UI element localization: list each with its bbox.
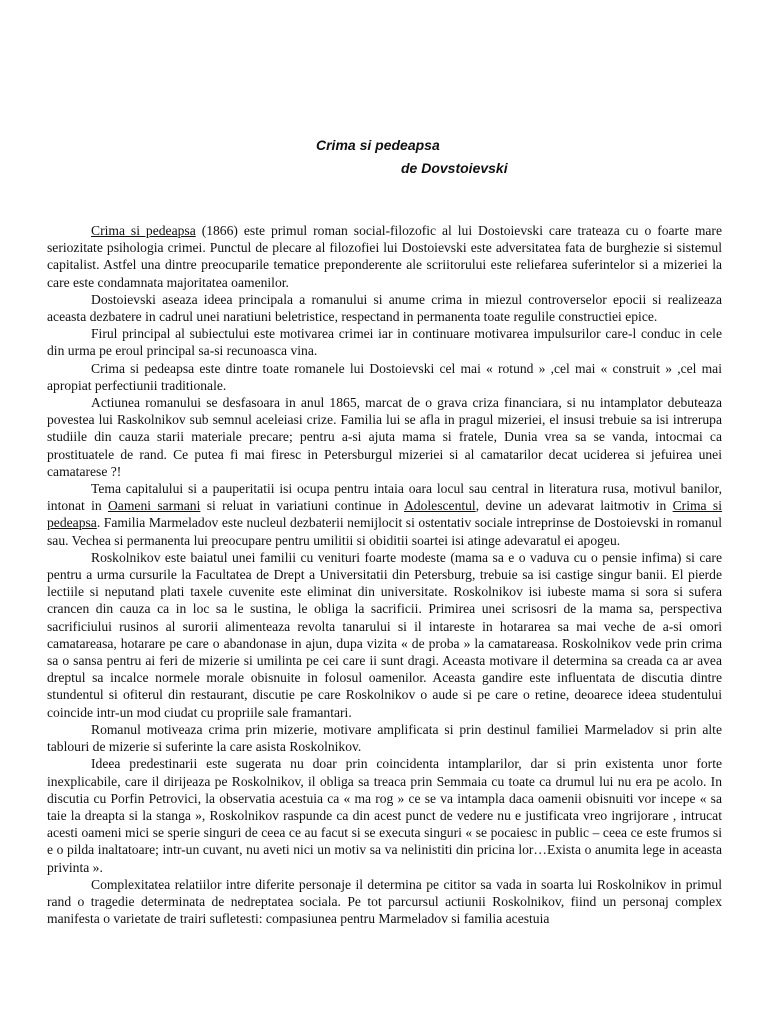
title-reference-link[interactable]: Crima si pedeapsa xyxy=(47,498,722,531)
paragraph: Ideea predestinarii este sugerata nu doar prin coincidenta intamplarilor, dar si prin existenta unor forte inexplicabile, care il dirijeaza pe Roskolnikov, il obliga sa treaca prin Semmaia cu toate ca drumul lui nu era pe acolo. In discutia cu Porfin Petrovici, la observatia acestuia ca « ma rog » ce se va intampla daca oamenii obisnuiti vor incepe « sa taie la dreapta si la stanga », Roskolnikov raspunde ca din acest punct de vedere nu e justificata vreo ingrijorare , intrucat acesti oameni mici se sperie singuri de ceea ce au facut si se executa singuri « se pocaiesc in public – ceea ce este frumos si e o pilda inaltatoare; intr-un cuvant, nu aveti nici un motiv sa va nelinistiti din pricina lor…Exista o anumita lege in aceasta privinta ». xyxy=(47,756,722,875)
paragraph: Roskolnikov este baiatul unei familii cu venituri foarte modeste (mama sa e o vaduva cu o pensie infima) si care pentru a urma cursurile la Facultatea de Drept a Universitatii din Petersburg, trebuie sa isi castige singur banii. El pierde lectiile si neputand plati taxele cuvenite este eliminat din universitate. Roskolnikov isi iubeste mama si sora si sufera crancen din cauza ca in loc sa le sustina, le obliga la sacrificii. Primirea unei scrisosri de la mama sa, perspectiva sacrificiului rusinos al surorii alimenteaza revolta tanarului si il intareste in hotararea sa mai veche de a-si omori camatareasa, hotarare pe care o abandonase in ajun, dupa vizita « de proba » la camatareasa. Roskolnikov vede prin crima sa o sansa pentru ai feri de mizerie si umilinta pe cei care ii sunt dragi. Aceasta motivare il determina sa creada ca ar avea dreptul sa incalce normele morale obisnuite in folosul oamenilor. Aceasta gandire este influentata de discutia dintre stundentul si ofiterul din restaurant, discutie pe care Roskolnikov o aude si pe care o retine, deoarece ideea studentului coincide intr-un mod ciudat cu propriile sale framantari. xyxy=(47,549,722,720)
title-reference-link[interactable]: Adolescentul xyxy=(403,498,476,514)
title-reference-link[interactable]: Crima si pedeapsa xyxy=(91,223,196,238)
paragraph: Dostoievski aseaza ideea principala a romanului si anume crima in miezul controverselor epocii si realizeaza aceasta dezbatere in cadrul unei naratiuni beletristice, respectand in permanenta toate regulile constructiei epice. xyxy=(47,291,722,325)
paragraph: Tema capitalului si a pauperitatii isi ocupa pentru intaia oara locul sau central in literatura rusa, motivul banilor, intonat in Oameni sarmani si reluat in variatiuni continue in Adolescentul, devine un adevarat laitmotiv in Crima si pedeapsa. Familia Marmeladov este nucleul dezbaterii nemijlocit si ostentativ sociale intreprinse de Dostoievski in romanul sau. Vechea si permanenta lui preocupare pentru umilitii si obiditii soartei isi atinge adevaratul ei apogeu. xyxy=(47,481,722,548)
paragraph: Romanul motiveaza crima prin mizerie, motivare amplificata si prin destinul familiei Marmeladov si prin alte tablouri de mizerie si suferinte la care asista Roskolnikov. xyxy=(47,721,722,755)
paragraph: Complexitatea relatiilor intre diferite personaje il determina pe cititor sa vada in soarta lui Roskolnikov in primul rand o tragedie determinata de nedreptatea sociala. Pe tot parcursul actiunii Roskolnikov, fiind un personaj complex manifesta o varietate de trairi sufletesti: compasiunea pentru Marmeladov si familia acestuia xyxy=(47,876,722,927)
paragraph: Firul principal al subiectului este motivarea crimei iar in continuare motivarea impulsurilor care-l conduc in cele din urma pe eroul principal sa-si recunoasca vina. xyxy=(47,326,722,359)
paragraph: Actiunea romanului se desfasoara in anul 1865, marcat de o grava criza financiara, si nu intamplator debuteaza povestea lui Raskolnikov sub semnul aceleiasi crize. Familia lui se afla in pragul mizeriei, el insusi trebuie sa isi intrerupa studiile din cauza starii materiale precare; pentru a-si ajuta mama si fratele, Dunia vrea sa se vanda, intocmai ca prostituatele de rand. Ce putea fi mai firesc in Petersburgul mizeriei si al camatarilor decat uciderea si jefuirea unei camatarese ?! xyxy=(47,395,722,479)
document-body xyxy=(47,222,722,927)
title-reference-link[interactable]: Oameni sarmani xyxy=(107,498,201,514)
paragraph: Crima si pedeapsa (1866) este primul roman social-filozofic al lui Dostoievski care trateaza cu o foarte mare seriozitate psihologia crimei. Punctul de plecare al filozofiei lui Dostoievski este adversitatea fata de burghezie si sistemul capitalist. Astfel una dintre preocuparile tematice preponderente ale scriitorului este reliefarea suferintelor si a mizeriei la care este condamnata majoritatea oamenilor. xyxy=(47,223,722,290)
document-subtitle: de Dovstoievski xyxy=(401,160,508,176)
paragraph: Crima si pedeapsa este dintre toate romanele lui Dostoievski cel mai « rotund » ,cel mai « construit » ,cel mai apropiat perfectiunii traditionale. xyxy=(47,360,722,393)
document-title: Crima si pedeapsa xyxy=(316,137,440,153)
